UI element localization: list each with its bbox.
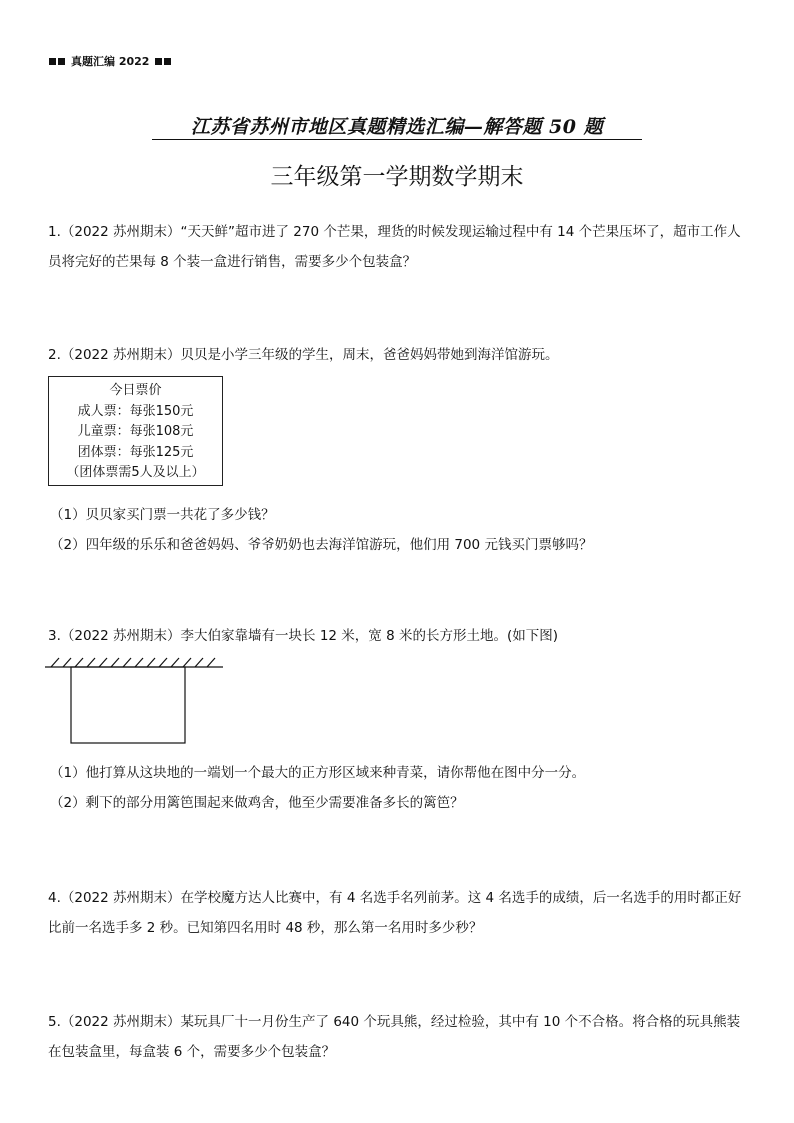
ticket-heading: 今日票价	[109, 383, 162, 398]
ticket-group-price: 团体票：每张125元	[77, 444, 194, 460]
question-4-line-2: 比前一名选手多 2 秒。已知第四名用时 48 秒，那么第一名用时多少秒？	[48, 920, 483, 936]
page-subtitle: 三年级第一学期数学期末	[270, 164, 524, 190]
wall-hatching	[51, 658, 215, 667]
question-2-line-1: 2.（2022 苏州期末）贝贝是小学三年级的学生，周末，爸爸妈妈带她到海洋馆游玩。	[48, 347, 559, 363]
question-3-sub-1: （1）他打算从这块地的一端划一个最大的正方形区域来种青菜，请你帮他在图中分一分。	[50, 765, 586, 781]
question-5-line-1: 5.（2022 苏州期末）某玩具厂十一月份生产了 640 个玩具熊，经过检验，其中有 10 个不合格。将合格的玩具熊装	[48, 1014, 741, 1030]
ticket-adult-price: 成人票：每张150元	[77, 403, 194, 419]
ticket-child-price: 儿童票：每张108元	[77, 424, 194, 439]
question-4	[48, 883, 753, 943]
question-1	[48, 217, 753, 277]
block-mark-icon	[49, 58, 65, 65]
question-5	[48, 1007, 753, 1067]
question-3-sub-2: （2）剩下的部分用篱笆围起来做鸡舍，他至少需要准备多长的篱笆？	[50, 795, 464, 811]
question-1-line-1: 1.（2022 苏州期末）“天天鲜”超市进了 270 个芒果，理货的时候发现运输过程中有 14 个芒果压坏了，超市工作人	[48, 224, 741, 240]
header-tag-text: 真题汇编 2022	[71, 55, 150, 68]
question-2-sub-2: （2）四年级的乐乐和爸爸妈妈、爷爷奶奶也去海洋馆游玩，他们用 700 元钱买门票够吗？	[50, 537, 593, 553]
question-1-line-2: 员将完好的芒果每 8 个装一盒进行销售，需要多少个包装盒？	[48, 254, 417, 270]
question-5-line-2: 在包装盒里，每盒装 6 个，需要多少个包装盒？	[48, 1044, 336, 1060]
title-underline	[152, 139, 642, 140]
ticket-price-box	[48, 376, 223, 486]
ticket-group-note: （团体票需5人及以上）	[66, 465, 205, 480]
block-mark-icon	[155, 58, 171, 65]
question-2	[48, 340, 753, 370]
question-3	[48, 621, 753, 651]
header-tag	[49, 53, 171, 69]
page-title: 江苏省苏州市地区真题精选汇编—解答题 50 题	[190, 116, 604, 138]
wall-land-diagram	[45, 655, 225, 747]
question-2-sub-1: （1）贝贝家买门票一共花了多少钱？	[50, 507, 275, 523]
question-4-line-1: 4.（2022 苏州期末）在学校魔方达人比赛中，有 4 名选手名列前茅。这 4 名选手的成绩，后一名选手的用时都正好	[48, 890, 742, 906]
question-3-line-1: 3.（2022 苏州期末）李大伯家靠墙有一块长 12 米，宽 8 米的长方形土地。(如下图)	[48, 628, 558, 644]
land-rectangle	[71, 667, 185, 743]
